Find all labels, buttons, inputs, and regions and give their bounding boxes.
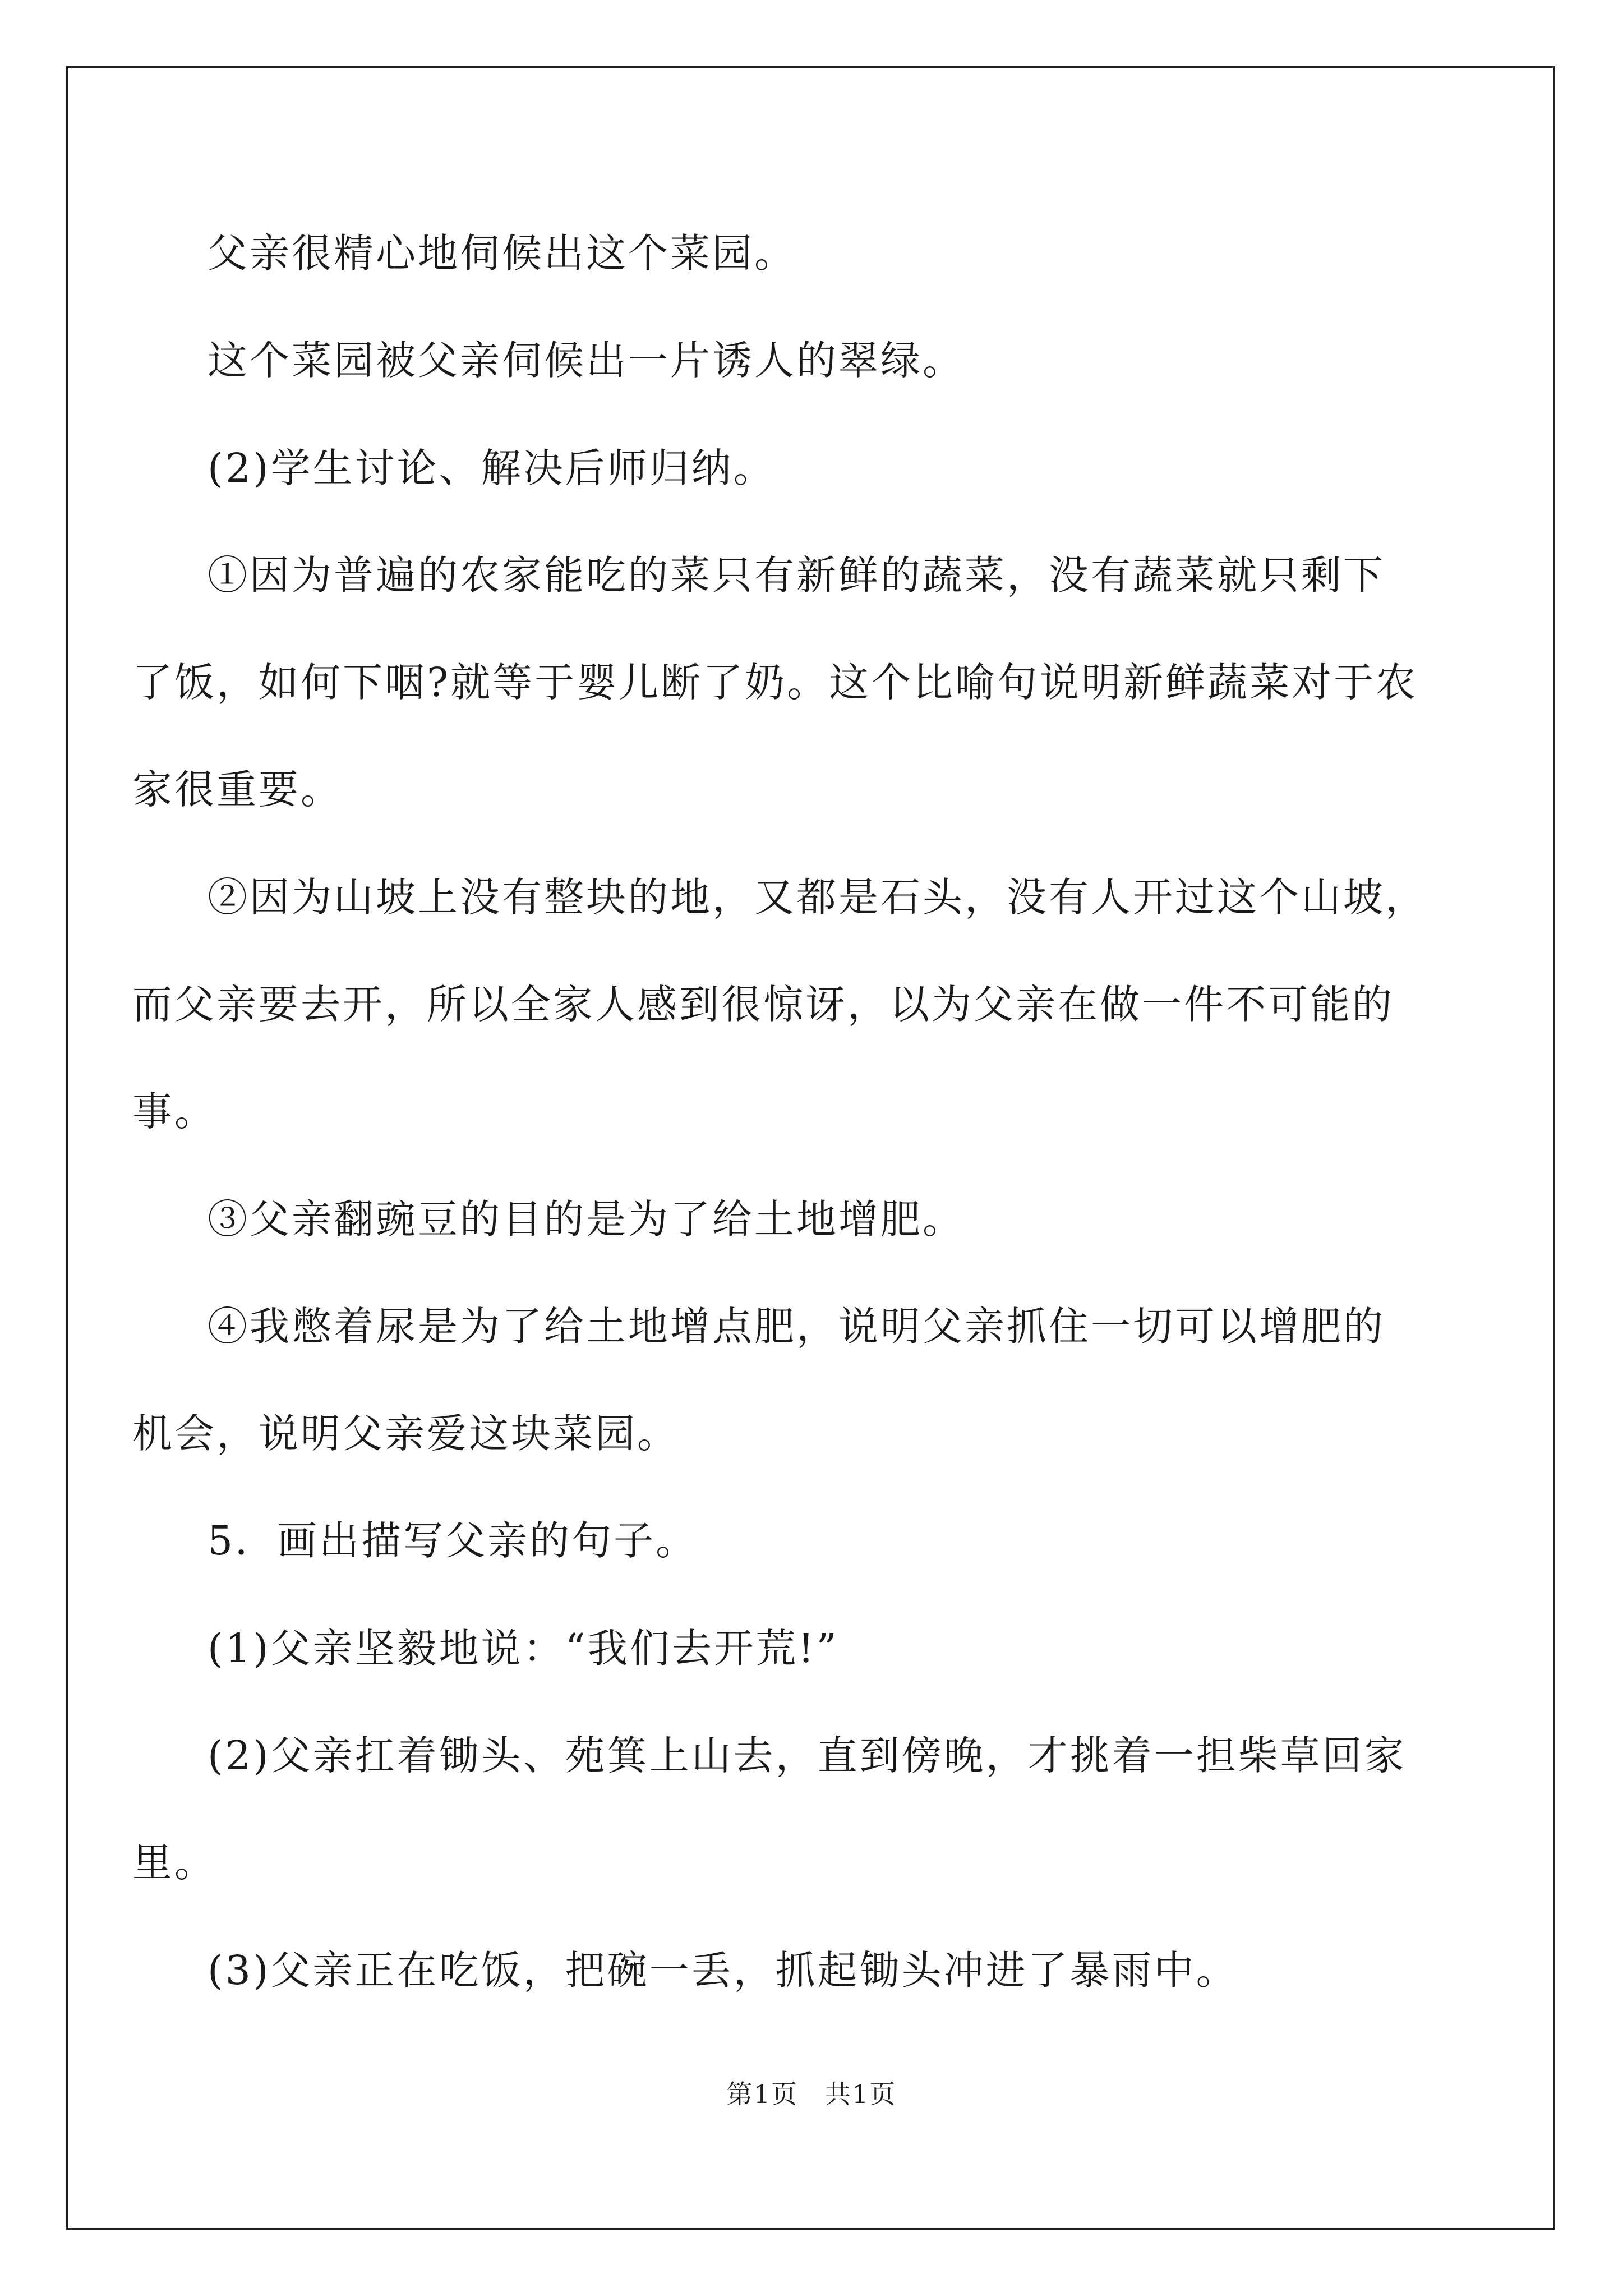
paragraph-line: 了饭，如何下咽?就等于婴儿断了奶。这个比喻句说明新鲜蔬菜对于农 xyxy=(132,659,1418,706)
paragraph-line: 事。 xyxy=(132,1088,217,1135)
paragraph-line: ②因为山坡上没有整块的地，又都是石头，没有人开过这个山坡， xyxy=(208,874,1428,921)
paragraph-line: ①因为普遍的农家能吃的菜只有新鲜的蔬菜，没有蔬菜就只剩下 xyxy=(208,552,1386,599)
paragraph-line: 家很重要。 xyxy=(132,766,343,813)
paragraph-line: 机会，说明父亲爱这块菜园。 xyxy=(132,1410,680,1457)
paragraph-line: 父亲很精心地伺候出这个菜园。 xyxy=(208,230,797,277)
page-border xyxy=(66,66,1555,2230)
paragraph-line: (2)父亲扛着锄头、苑箕上山去，直到傍晚，才挑着一担柴草回家 xyxy=(208,1732,1407,1779)
paragraph-line: 这个菜园被父亲伺候出一片诱人的翠绿。 xyxy=(208,337,965,384)
paragraph-line: ④我憋着尿是为了给土地增点肥，说明父亲抓住一切可以增肥的 xyxy=(208,1303,1386,1350)
paragraph-line: (3)父亲正在吃饭，把碗一丢，抓起锄头冲进了暴雨中。 xyxy=(208,1947,1238,1994)
page-footer: 第1页 共1页 xyxy=(726,2079,897,2109)
paragraph-line: 里。 xyxy=(132,1839,217,1886)
paragraph-line: 5．画出描写父亲的句子。 xyxy=(208,1517,698,1564)
paragraph-line: ③父亲翻豌豆的目的是为了给土地增肥。 xyxy=(208,1196,965,1243)
paragraph-line: 而父亲要去开，所以全家人感到很惊讶，以为父亲在做一件不可能的 xyxy=(132,981,1395,1028)
paragraph-line: (2)学生讨论、解决后师归纳。 xyxy=(208,445,776,491)
paragraph-line: (1)父亲坚毅地说：“我们去开荒!” xyxy=(208,1625,839,1672)
